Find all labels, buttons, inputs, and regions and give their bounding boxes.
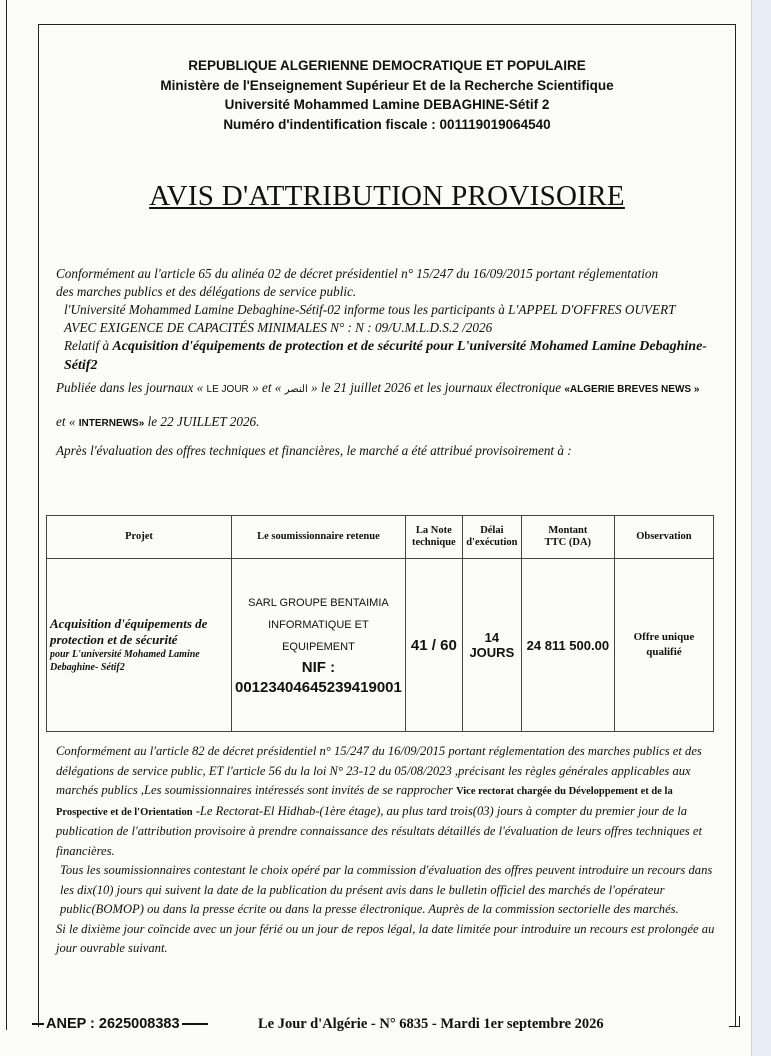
cell-montant: 24 811 500.00 <box>521 559 614 732</box>
observation-l1: Offre unique <box>633 631 695 643</box>
page-edge-right <box>751 0 771 1056</box>
col-montant-l2: TTC (DA) <box>544 537 592 548</box>
cell-delai <box>462 559 521 732</box>
projet-main: Acquisition d'équipements de protection et de sécurité <box>50 616 208 647</box>
evaluation-line: Après l'évaluation des offres techniques et financières, le marché a été attribué provisoirement à : <box>56 443 572 458</box>
publication-line <box>56 379 718 399</box>
journal-le-jour: LE JOUR <box>206 384 249 395</box>
publication-text-d: et « <box>56 414 76 429</box>
col-delai-l2: d'exécution <box>466 537 518 548</box>
attribution-table <box>46 515 714 732</box>
table-header-row <box>47 516 714 559</box>
col-delai <box>462 516 521 559</box>
closing-paragraph-2: Tous les soumissionnaires contestant le choix opéré par la commission d'évaluation des offres peuvent introduire un recours dans les dix(10) jours qui suivent la date de la publication du présent avis dans le bulletin officiel des marchés de l'opérateur public(BOMOP) ou dans la presse écrite ou dans la presse électronique. Auprès de la commission sectorielle des marchés. <box>60 863 713 916</box>
closing-text <box>56 742 718 959</box>
col-delai-l1: Délai <box>480 525 504 536</box>
object-title: Acquisition d'équipements de protection et de sécurité pour L'université Mohamed Lamine Debaghine- Sétif2 <box>64 339 707 373</box>
journal-algerie-breves: «ALGERIE BREVES NEWS » <box>564 384 700 395</box>
projet-sub: pour L'université Mohamed Lamine Debaghine- Sétif2 <box>50 649 200 673</box>
col-observation: Observation <box>614 516 713 559</box>
cell-note: 41 / 60 <box>405 559 462 732</box>
republic-line: REPUBLIQUE ALGERIENNE DEMOCRATIQUE ET POPULAIRE <box>188 58 586 73</box>
intro-object <box>56 337 718 375</box>
cell-projet <box>47 559 232 732</box>
letterhead <box>40 56 734 134</box>
journal-ennasr: النصر <box>284 384 308 395</box>
object-prefix: Relatif à <box>64 338 110 353</box>
closing-p1-office: Vice rectorat chargée du Développement et de la Prospective et de l'Orientation <box>56 786 673 818</box>
fiscal-id-line: Numéro d'indentification fiscale : 001119019064540 <box>223 116 551 132</box>
nif-label: NIF : <box>301 659 336 676</box>
journal-edition: Le Jour d'Algérie - N° 6835 - Mardi 1er septembre 2026 <box>258 1016 604 1032</box>
publication-text-a: Publiée dans les journaux « <box>56 380 204 395</box>
delai-days: 14 <box>484 630 500 645</box>
intro-line-1: Conformément au l'article 65 du alinéa 02 de décret présidentiel n° 15/247 du 16/09/2015 portant réglementation <box>56 266 659 281</box>
closing-p1-a: Conformément au l'article 82 de décret présidentiel n° 15/247 du 16/09/2015 portant réglementation des marches publics et des délégations de service public, ET l'article 56 du la loi N° 23-12 du 05/08/2023 ,précisant les règles générales applicables aux marchés publics ,Les soumissionnaires intéressés sont invités de se rapprocher <box>56 744 702 797</box>
frame-corner <box>729 1016 740 1027</box>
anep-reference: ANEP : 2625008383 <box>32 1016 208 1032</box>
page-edge-left <box>0 0 7 1030</box>
col-soumissionnaire: Le soumissionnaire retenue <box>232 516 406 559</box>
nif-value: 00123404645239419001 <box>235 679 402 696</box>
publication-text-c: » le 21 juillet 2026 et les journaux électronique <box>311 380 562 395</box>
publication-text-b: » et « <box>252 380 282 395</box>
cell-soumissionnaire <box>232 559 406 732</box>
cell-observation <box>614 559 713 732</box>
intro-line-4: AVEC EXIGENCE DE CAPACITÉS MINIMALES N° : N : 09/U.M.L.D.S.2 /2026 <box>64 320 493 335</box>
soumissionnaire-l1: SARL GROUPE BENTAIMIA <box>248 597 389 609</box>
soumissionnaire-l3: EQUIPEMENT <box>282 641 355 653</box>
publication-text-e: le 22 JUILLET 2026. <box>147 414 260 429</box>
table-row <box>47 559 714 732</box>
intro-line-3: l'Université Mohammed Lamine Debaghine-Sétif-02 informe tous les participants à L'APPEL D'OFFRES OUVERT <box>64 302 676 317</box>
page-title: AVIS D'ATTRIBUTION PROVISOIRE <box>149 180 625 212</box>
page-footer <box>32 1016 742 1040</box>
intro-line-2: des marches publics et des délégations de service public. <box>56 284 357 299</box>
ministry-line: Ministère de l'Enseignement Supérieur Et de la Recherche Scientifique <box>160 77 614 93</box>
soumissionnaire-l2: INFORMATIQUE ET <box>268 619 369 631</box>
col-note-l1: La Note <box>415 525 452 536</box>
journal-internews: INTERNEWS» <box>78 418 145 429</box>
observation-l2: qualifié <box>646 646 682 658</box>
col-projet: Projet <box>47 516 232 559</box>
col-note-l2: technique <box>411 537 456 548</box>
intro-text <box>56 265 718 460</box>
closing-paragraph-1 <box>56 742 718 861</box>
publication-line-2 <box>56 413 718 433</box>
delai-unit: JOURS <box>469 645 515 660</box>
university-line: Université Mohammed Lamine DEBAGHINE-Sétif 2 <box>224 97 550 112</box>
col-note <box>405 516 462 559</box>
closing-paragraph-3: Si le dixième jour coïncide avec un jour férié ou un jour de repos légal, la date limitée pour introduire un recours est prolongée au jour ouvrable suivant. <box>56 921 715 955</box>
col-montant-l1: Montant <box>548 525 588 536</box>
col-montant <box>521 516 614 559</box>
closing-p1-b: -Le Rectorat-El Hidhab-(1ère étage), au plus tard trois(03) jours à compter du premier jour de la publication de l'attribution provisoire à prendre connaissance des résultats détaillés de l'évaluation de leurs offres techniques et financières. <box>56 803 702 858</box>
